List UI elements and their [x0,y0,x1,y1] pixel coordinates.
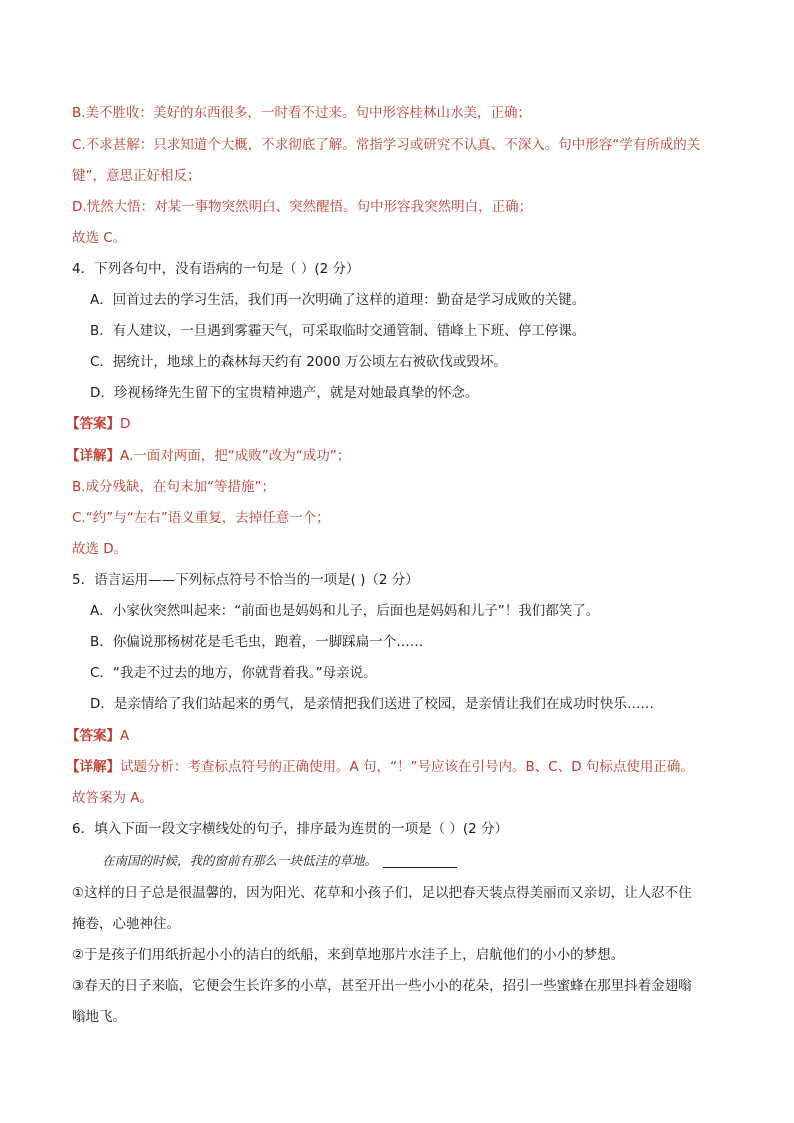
fill-blank [383,867,457,868]
answer-label: 【答案】 [66,728,120,744]
q4-detail-b: B.成分残缺，在句末加“等措施”； [72,479,276,495]
q6-stem: 6．填入下面一段文字横线处的句子，排序最为连贯的一项是（ ）(2 分） [72,821,509,837]
answer-label: 【答案】 [66,416,120,432]
q4-option-d: D．珍视杨绛先生留下的宝贵精神遗产，就是对她最真挚的怀念。 [90,385,479,401]
q4-option-a: A．回首过去的学习生活，我们再一次明确了这样的道理：勤奋是学习成败的关键。 [90,292,586,308]
answer-value: A [120,728,130,744]
explanation-conclusion: 故选 C。 [72,230,127,246]
q6-item1-line1: ①这样的日子总是很温馨的，因为阳光、花草和小孩子们，足以把春天装点得美丽而又亲切，让人忍不住 [72,885,692,901]
detail-label: 【详解】 [66,759,120,775]
passage-text: 在南国的时候，我的窗前有那么一块低洼的草地。 [102,853,378,868]
q5-option-a: A．小家伙突然叫起来：“前面也是妈妈和儿子，后面也是妈妈和儿子”！我们都笑了。 [90,603,600,619]
q4-conclusion: 故选 D。 [72,541,128,557]
answer-value: D [120,416,131,432]
explanation-b: B.美不胜收：美好的东西很多，一时看不过来。句中形容桂林山水美，正确； [72,105,532,121]
detail-a: A.一面对两面，把“成败”改为“成功”； [120,448,351,464]
explanation-c-line2: 键”，意思正好相反； [72,168,201,184]
q4-stem: 4．下列各句中，没有语病的一句是（ ）(2 分） [72,261,360,277]
q5-option-b: B．你偏说那杨树花是毛毛虫，跑着，一脚踩扁一个…… [90,634,424,650]
detail-label: 【详解】 [66,448,120,464]
q5-stem: 5．语言运用——下列标点符号不恰当的一项是( )（2 分） [72,572,419,588]
q5-detail [66,757,694,777]
detail-text: 试题分析：考查标点符号的正确使用。A 句，“！”号应该在引号内。B、C、D 句标点使用正确。 [120,759,694,775]
q5-answer [66,726,129,746]
q4-option-b: B．有人建议，一旦遇到雾霾天气，可采取临时交通管制、错峰上下班、停工停课。 [90,323,586,339]
q4-detail-c: C.“约”与“左右”语义重复，去掉任意一个； [72,510,330,526]
q5-option-c: C．“我走不过去的地方，你就背着我。”母亲说。 [90,665,377,681]
q5-option-d: D．是亲情给了我们站起来的勇气，是亲情把我们送进了校园，是亲情让我们在成功时快乐…… [90,696,654,712]
q6-item1-line2: 掩卷，心驰神往。 [72,916,180,932]
q6-item3-line2: 嗡地飞。 [72,1009,126,1025]
q4-detail [66,446,350,466]
q4-answer [66,414,130,434]
q6-passage [102,851,457,871]
explanation-d: D.恍然大悟：对某一事物突然明白、突然醒悟。句中形容我突然明白，正确； [72,199,533,215]
q4-option-c: C．据统计，地球上的森林每天约有 2000 万公顷左右被砍伐或毁坏。 [90,354,507,370]
q6-item2: ②于是孩子们用纸折起小小的洁白的纸船，来到草地那片水洼子上，启航他们的小小的梦想。 [72,947,625,963]
q5-conclusion: 故答案为 A。 [72,790,154,806]
q6-item3-line1: ③春天的日子来临，它便会生长许多的小草，甚至开出一些小小的花朵，招引一些蜜蜂在那里抖着金翅嗡 [72,978,692,994]
explanation-c-line1: C.不求甚解：只求知道个大概，不求彻底了解。常指学习或研究不认真、不深入。句中形容“学有所成的关 [72,137,701,153]
